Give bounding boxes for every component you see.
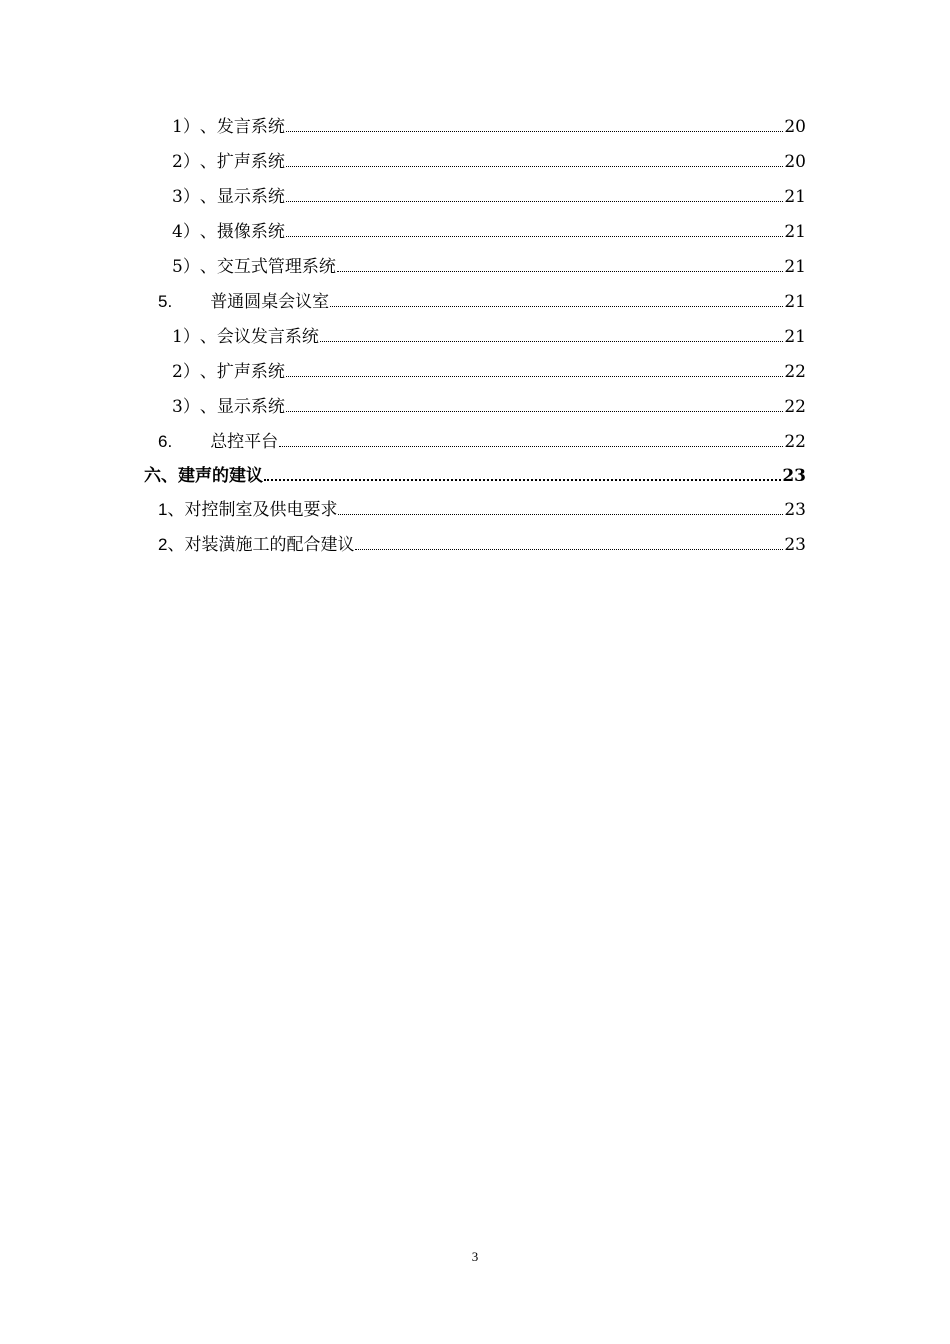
toc-entry-marker: 2） xyxy=(172,362,200,382)
dot-leader xyxy=(330,305,783,307)
toc-entry-title: 普通圆桌会议室 xyxy=(210,292,330,312)
toc-entry-page: 20 xyxy=(784,152,806,172)
toc-entry-title: 发言系统 xyxy=(216,117,285,137)
toc-entry-separator: 、 xyxy=(199,117,217,137)
toc-entry-page: 22 xyxy=(784,432,806,452)
toc-entry-page: 22 xyxy=(784,362,806,382)
toc-entry[interactable] xyxy=(172,186,806,208)
toc-entry-page: 23 xyxy=(784,535,806,555)
dot-leader xyxy=(286,375,784,377)
toc-entry-title: 显示系统 xyxy=(216,397,285,417)
toc-entry-marker: 5. xyxy=(158,292,173,311)
toc-entry-page: 21 xyxy=(784,257,806,277)
dot-leader xyxy=(286,200,784,202)
toc-entry-marker: 1 xyxy=(158,500,168,519)
toc-entry-title: 总控平台 xyxy=(210,432,279,452)
toc-entry-separator: 、 xyxy=(199,397,217,417)
toc-entry[interactable] xyxy=(172,396,806,418)
toc-entry[interactable] xyxy=(158,291,806,313)
toc-entry-title: 六、建声的建议 xyxy=(144,466,263,486)
toc-entry-title: 显示系统 xyxy=(216,187,285,207)
page-number: 3 xyxy=(471,1249,479,1264)
toc-entry-marker: 4） xyxy=(172,222,200,242)
toc-entry[interactable] xyxy=(172,116,806,138)
dot-leader xyxy=(286,410,784,412)
toc-entry-chapter[interactable] xyxy=(144,465,806,487)
dot-leader xyxy=(279,445,783,447)
dot-leader xyxy=(320,340,784,342)
toc-entry-title: 、对控制室及供电要求 xyxy=(167,500,338,520)
toc-entry-marker: 6. xyxy=(158,432,173,451)
toc-entry-page: 22 xyxy=(784,397,806,417)
toc-entry[interactable] xyxy=(158,431,806,453)
dot-leader xyxy=(338,513,783,515)
toc-entry-title: 扩声系统 xyxy=(216,362,285,382)
toc-entry-page: 20 xyxy=(784,117,806,137)
toc-entry[interactable] xyxy=(172,326,806,348)
toc-entry-marker: 3） xyxy=(172,397,200,417)
toc-entry[interactable] xyxy=(172,221,806,243)
toc-entry-page: 23 xyxy=(784,500,806,520)
dot-leader xyxy=(355,548,783,550)
toc-entry[interactable] xyxy=(172,361,806,383)
toc-entry[interactable] xyxy=(172,151,806,173)
toc-entry-title: 交互式管理系统 xyxy=(216,257,336,277)
toc-entry-marker: 3） xyxy=(172,187,200,207)
toc-entry-page: 21 xyxy=(784,292,806,312)
toc-entry-title: 、对装潢施工的配合建议 xyxy=(167,535,355,555)
toc-entry-marker: 5） xyxy=(172,257,200,277)
toc-entry-title: 摄像系统 xyxy=(216,222,285,242)
dot-leader xyxy=(286,235,784,237)
dot-leader xyxy=(337,270,784,272)
toc-entry-separator: 、 xyxy=(199,327,217,347)
toc-entry-title: 会议发言系统 xyxy=(216,327,319,347)
dot-leader xyxy=(286,165,784,167)
dot-leader xyxy=(264,478,781,481)
toc-entry-marker: 1） xyxy=(172,327,200,347)
toc-entry-page: 21 xyxy=(784,222,806,242)
dot-leader xyxy=(286,130,784,132)
toc-entry-separator: 、 xyxy=(199,222,217,242)
toc-entry-separator: 、 xyxy=(199,187,217,207)
toc-entry-marker: 1） xyxy=(172,117,200,137)
toc-entry[interactable] xyxy=(158,499,806,521)
toc-entry-page: 23 xyxy=(782,466,806,486)
toc-entry-separator: 、 xyxy=(199,257,217,277)
toc-entry-title: 扩声系统 xyxy=(216,152,285,172)
toc-entry-marker: 2 xyxy=(158,535,168,554)
toc-entry[interactable] xyxy=(158,534,806,556)
toc-entry-separator: 、 xyxy=(199,152,217,172)
toc-entry-marker: 2） xyxy=(172,152,200,172)
toc-entry[interactable] xyxy=(172,256,806,278)
toc-entry-page: 21 xyxy=(784,187,806,207)
toc-entry-page: 21 xyxy=(784,327,806,347)
toc-entry-separator: 、 xyxy=(199,362,217,382)
